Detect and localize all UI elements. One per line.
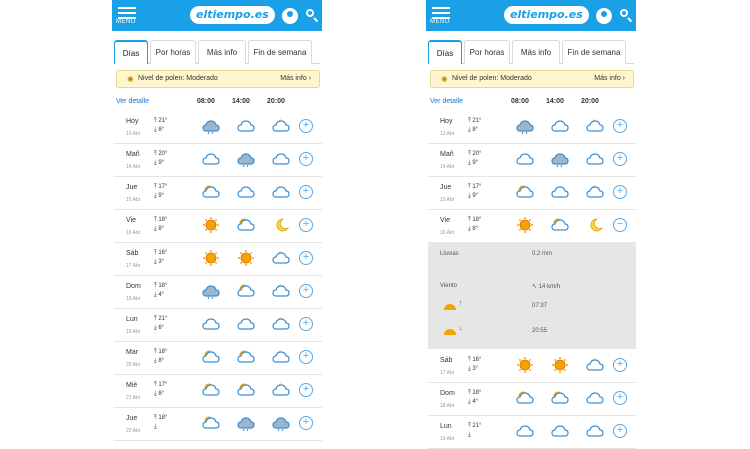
max-temp-arrow-icon: ⤒ [468, 184, 471, 190]
min-temp [154, 292, 164, 299]
pollen-more-link[interactable]: Más info › [594, 75, 625, 82]
cloud-icon [202, 151, 220, 167]
tab-mas-info[interactable]: Más info [512, 40, 560, 64]
min-temp [468, 160, 478, 167]
phone-screen-right [426, 0, 636, 442]
forecast-row[interactable] [114, 177, 322, 210]
min-temp-value: 9° [472, 193, 479, 199]
top-bar [426, 0, 636, 31]
forecast-row[interactable] [428, 350, 636, 383]
day-name: Dom [440, 390, 455, 397]
max-temp-arrow-icon: ⤒ [154, 349, 157, 355]
max-temp [154, 349, 167, 356]
max-temp-value: 18° [472, 217, 482, 223]
max-temp-arrow-icon: ⤒ [154, 283, 157, 289]
forecast-row[interactable] [114, 342, 322, 375]
expand-icon[interactable]: + [613, 185, 627, 199]
pollen-banner[interactable] [116, 70, 320, 88]
cloud-rain-icon [237, 151, 255, 167]
day-name: Mié [126, 382, 138, 389]
day-name: Jue [126, 415, 138, 422]
max-temp-value: 20° [472, 151, 482, 157]
moon-icon [272, 217, 290, 233]
cloud-rain-icon [272, 415, 290, 431]
brand-logo[interactable]: eltiempo.es [504, 6, 589, 24]
pollen-text: Nivel de polen: Moderado [138, 75, 218, 82]
tab-mas-info[interactable]: Más info [198, 40, 246, 64]
expand-icon[interactable]: + [299, 284, 313, 298]
max-temp-value: 18° [158, 283, 168, 289]
day-date: 21 Abr [126, 395, 141, 401]
sun-cloud-icon [202, 184, 220, 200]
max-temp [468, 390, 481, 397]
cloud-rain-icon [202, 283, 220, 299]
max-temp-value: 16° [158, 250, 168, 256]
cloud-rain-icon [551, 151, 569, 167]
min-temp-arrow-icon: ⤓ [154, 127, 157, 133]
cloud-icon [237, 118, 255, 134]
sun-icon [516, 217, 534, 233]
forecast-row[interactable] [114, 243, 322, 276]
max-temp [468, 217, 481, 224]
cloud-icon [516, 423, 534, 439]
ver-detalle-link[interactable]: Ver detalle [116, 98, 150, 105]
min-temp-value: 4° [472, 399, 479, 405]
max-temp-value: 17° [158, 184, 168, 190]
menu-icon-bar [118, 12, 136, 14]
max-temp-arrow-icon: ⤒ [468, 390, 471, 396]
day-name: Dom [126, 283, 141, 290]
min-temp-value: 9° [472, 160, 479, 166]
min-temp-arrow-icon: ⤓ [468, 127, 471, 133]
sun-cloud-icon [551, 390, 569, 406]
sun-icon [516, 357, 534, 373]
moon-icon [586, 217, 604, 233]
max-temp-value: 20° [158, 151, 168, 157]
top-bar [112, 0, 322, 31]
expand-icon[interactable]: + [613, 152, 627, 166]
sun-icon [237, 250, 255, 266]
day-name: Vie [126, 217, 136, 224]
day-date: 16 Abr [126, 230, 141, 236]
forecast-row[interactable] [114, 210, 322, 243]
cloud-icon [586, 423, 604, 439]
forecast-header [430, 96, 636, 110]
day-date: 13 Abr [440, 131, 455, 137]
max-temp [154, 415, 167, 422]
menu-icon [118, 7, 136, 9]
expand-icon[interactable]: + [299, 185, 313, 199]
min-temp-value: 8° [158, 358, 165, 364]
min-temp [468, 193, 478, 200]
max-temp-arrow-icon: ⤒ [154, 118, 157, 124]
max-temp-arrow-icon: ⤒ [154, 316, 157, 322]
tab-por-horas[interactable]: Por horas [150, 40, 196, 64]
wind-value: ↖ 14 km/h [532, 284, 561, 290]
max-temp-value: 21° [158, 118, 168, 124]
min-temp [154, 226, 164, 233]
min-temp-arrow-icon: ⤓ [468, 226, 471, 232]
collapse-icon[interactable]: − [613, 218, 627, 232]
cloud-moon-icon [272, 382, 290, 398]
sun-cloud-icon [202, 415, 220, 431]
sunset-icon [442, 324, 458, 338]
expand-icon[interactable]: + [299, 317, 313, 331]
min-temp-arrow-icon: ⤓ [154, 226, 157, 232]
cloud-rain-icon [202, 118, 220, 134]
max-temp [154, 316, 167, 323]
min-temp-value: 4° [158, 292, 165, 298]
max-temp [468, 357, 481, 364]
max-temp-value: 21° [472, 118, 482, 124]
sun-cloud-icon [202, 382, 220, 398]
sun-icon [551, 357, 569, 373]
cloud-icon [551, 184, 569, 200]
day-date: 16 Abr [440, 230, 455, 236]
max-temp-arrow-icon: ⤒ [154, 151, 157, 157]
cloud-icon [237, 184, 255, 200]
day-name: Hoy [126, 118, 139, 125]
min-temp-value: 8° [158, 127, 165, 133]
max-temp-arrow-icon: ⤒ [468, 118, 471, 124]
expand-icon[interactable]: + [613, 358, 627, 372]
max-temp-value: 21° [472, 423, 482, 429]
max-temp [154, 151, 167, 158]
tab-bar [428, 40, 634, 64]
forecast-row[interactable] [114, 408, 322, 441]
day-date: 13 Abr [126, 131, 141, 137]
sun-cloud-icon [237, 349, 255, 365]
forecast-row[interactable] [428, 144, 636, 177]
rain-label: Lluvias [440, 251, 459, 257]
sun-cloud-icon [237, 217, 255, 233]
max-temp-arrow-icon: ⤒ [154, 250, 157, 256]
cloud-icon [272, 151, 290, 167]
sun-icon [202, 217, 220, 233]
cloud-icon [202, 316, 220, 332]
max-temp-value: 17° [472, 184, 482, 190]
day-name: Sáb [440, 357, 453, 364]
cloud-icon [551, 423, 569, 439]
sun-icon [202, 250, 220, 266]
min-temp [154, 193, 164, 200]
pollen-icon: ✺ [441, 75, 448, 84]
moon-cloud-icon [272, 250, 290, 266]
max-temp [468, 118, 481, 125]
min-temp-arrow-icon: ⤓ [154, 193, 157, 199]
pollen-more-link[interactable]: Más info › [280, 75, 311, 82]
min-temp [154, 160, 164, 167]
min-temp-arrow-icon: ⤓ [154, 391, 157, 397]
min-temp-value: 8° [472, 226, 479, 232]
expand-icon[interactable]: + [299, 416, 313, 430]
min-temp-arrow-icon: ⤓ [154, 358, 157, 364]
min-temp-arrow-icon: ⤓ [154, 325, 157, 331]
forecast-row[interactable] [114, 276, 322, 309]
search-icon[interactable] [619, 8, 633, 22]
ver-detalle-link[interactable]: Ver detalle [430, 98, 464, 105]
min-temp-value: 8° [472, 127, 479, 133]
user-icon[interactable] [282, 8, 298, 24]
day-date: 15 Abr [440, 197, 455, 203]
expand-icon[interactable]: + [299, 119, 313, 133]
sunrise-time: 07:37 [532, 303, 548, 309]
min-temp [154, 391, 164, 398]
sun-cloud-icon [516, 184, 534, 200]
forecast-row[interactable] [428, 383, 636, 416]
min-temp-value: 8° [158, 226, 165, 232]
pollen-icon: ✺ [127, 75, 134, 84]
expand-icon[interactable]: + [299, 218, 313, 232]
tab-bar [114, 40, 320, 64]
max-temp-value: 17° [158, 382, 168, 388]
pollen-banner[interactable] [430, 70, 634, 88]
cloud-rain-icon [237, 415, 255, 431]
hour-column-label: 14:00 [232, 98, 250, 105]
min-temp [154, 325, 164, 332]
min-temp [154, 358, 164, 365]
max-temp [154, 217, 167, 224]
moon-cloud-icon [272, 316, 290, 332]
min-temp-value: 8° [158, 391, 165, 397]
min-temp [154, 259, 164, 266]
sun-cloud-icon [516, 390, 534, 406]
day-name: Mañ [440, 151, 454, 158]
cloud-moon-icon [586, 118, 604, 134]
forecast-row[interactable] [428, 177, 636, 210]
expand-icon[interactable]: + [299, 251, 313, 265]
min-temp [154, 424, 157, 431]
day-date: 22 Abr [126, 428, 141, 434]
day-date: 18 Abr [126, 296, 141, 302]
forecast-row[interactable] [114, 309, 322, 342]
pollen-text: Nivel de polen: Moderado [452, 75, 532, 82]
min-temp-arrow-icon: ⤓ [468, 399, 471, 405]
tab-por-horas[interactable]: Por horas [464, 40, 510, 64]
rain-value: 0.2 mm [532, 251, 553, 257]
expand-icon[interactable]: + [613, 424, 627, 438]
day-date: 18 Abr [440, 403, 455, 409]
day-date: 19 Abr [126, 329, 141, 335]
hour-column-label: 20:00 [581, 98, 599, 105]
day-name: Jue [126, 184, 138, 191]
cloud-moon-icon [272, 118, 290, 134]
menu-icon-bar [432, 12, 450, 14]
day-name: Mañ [126, 151, 140, 158]
expand-icon[interactable]: + [299, 152, 313, 166]
cloud-moon-icon [586, 184, 604, 200]
cloud-icon [272, 184, 290, 200]
min-temp-value: 9° [158, 193, 165, 199]
max-temp-arrow-icon: ⤒ [468, 151, 471, 157]
menu-icon [432, 7, 450, 9]
max-temp [154, 184, 167, 191]
sunrise-arrow: ↑ [459, 300, 463, 307]
max-temp-arrow-icon: ⤒ [468, 423, 471, 429]
cloud-icon [586, 390, 604, 406]
cloud-icon [516, 151, 534, 167]
max-temp-arrow-icon: ⤒ [154, 184, 157, 190]
min-temp [154, 127, 164, 134]
max-temp-value: 18° [158, 415, 168, 421]
min-temp-arrow-icon: ⤓ [154, 292, 157, 298]
min-temp-arrow-icon: ⤓ [468, 366, 471, 372]
max-temp [468, 151, 481, 158]
cloud-moon-icon [272, 283, 290, 299]
sunset-time: 20:55 [532, 328, 548, 334]
day-date: 19 Abr [440, 436, 455, 442]
day-date: 14 Abr [440, 164, 455, 170]
max-temp [154, 118, 167, 125]
cloud-icon [551, 118, 569, 134]
forecast-row[interactable] [428, 111, 636, 144]
day-date: 15 Abr [126, 197, 141, 203]
user-icon[interactable] [596, 8, 612, 24]
max-temp-value: 21° [158, 316, 168, 322]
max-temp [468, 184, 481, 191]
day-name: Jue [440, 184, 452, 191]
tab-fin-de-semana[interactable]: Fin de semana [562, 40, 626, 64]
min-temp [468, 226, 478, 233]
tab-fin-de-semana[interactable]: Fin de semana [248, 40, 312, 64]
max-temp-value: 16° [472, 357, 482, 363]
tab-dias[interactable]: Días [114, 40, 148, 64]
min-temp [468, 432, 471, 439]
sunset-arrow: ↓ [459, 325, 463, 332]
day-name: Mar [126, 349, 139, 356]
min-temp [468, 399, 478, 406]
min-temp-arrow-icon: ⤓ [468, 160, 471, 166]
min-temp-arrow-icon: ⤓ [154, 424, 157, 430]
forecast-row[interactable] [114, 375, 322, 408]
day-name: Hoy [440, 118, 453, 125]
menu-label: MENU [430, 19, 450, 25]
max-temp-arrow-icon: ⤒ [468, 357, 471, 363]
max-temp-arrow-icon: ⤒ [154, 415, 157, 421]
sun-cloud-icon [551, 217, 569, 233]
min-temp-value: 3° [472, 366, 479, 372]
max-temp-value: 18° [158, 217, 168, 223]
cloud-moon-icon [272, 349, 290, 365]
max-temp-value: 18° [472, 390, 482, 396]
brand-logo[interactable]: eltiempo.es [190, 6, 275, 24]
day-name: Lun [126, 316, 138, 323]
forecast-row[interactable] [428, 210, 636, 243]
day-date: 14 Abr [126, 164, 141, 170]
max-temp-arrow-icon: ⤒ [154, 382, 157, 388]
min-temp-value: 6° [158, 325, 165, 331]
max-temp [154, 283, 167, 290]
cloud-rain-icon [516, 118, 534, 134]
forecast-row[interactable] [428, 416, 636, 449]
search-icon[interactable] [305, 8, 319, 22]
forecast-header [116, 96, 322, 110]
max-temp [154, 382, 167, 389]
min-temp-value: 3° [158, 259, 165, 265]
cloud-icon [586, 151, 604, 167]
expand-icon[interactable]: + [299, 350, 313, 364]
max-temp-value: 18° [158, 349, 168, 355]
menu-label: MENU [116, 19, 136, 25]
day-detail-panel [428, 243, 636, 349]
day-date: 17 Abr [126, 263, 141, 269]
tab-dias[interactable]: Días [428, 40, 462, 64]
forecast-row[interactable] [114, 144, 322, 177]
day-date: 20 Abr [126, 362, 141, 368]
sunrise-icon [442, 299, 458, 313]
min-temp [468, 127, 478, 134]
expand-icon[interactable]: + [613, 391, 627, 405]
forecast-row[interactable] [114, 111, 322, 144]
hour-column-label: 08:00 [511, 98, 529, 105]
day-date: 17 Abr [440, 370, 455, 376]
hour-column-label: 20:00 [267, 98, 285, 105]
max-temp-arrow-icon: ⤒ [468, 217, 471, 223]
expand-icon[interactable]: + [299, 383, 313, 397]
hour-column-label: 14:00 [546, 98, 564, 105]
sun-cloud-icon [202, 349, 220, 365]
sun-cloud-icon [237, 283, 255, 299]
max-temp [468, 423, 481, 430]
max-temp [154, 250, 167, 257]
day-name: Sáb [126, 250, 139, 257]
phone-screen-left [112, 0, 322, 434]
min-temp-arrow-icon: ⤓ [154, 160, 157, 166]
min-temp [468, 366, 478, 373]
moon-cloud-icon [586, 357, 604, 373]
min-temp-value: 9° [158, 160, 165, 166]
expand-icon[interactable]: + [613, 119, 627, 133]
day-name: Lun [440, 423, 452, 430]
day-name: Vie [440, 217, 450, 224]
cloud-icon [237, 316, 255, 332]
max-temp-arrow-icon: ⤒ [154, 217, 157, 223]
wind-label: Viento [440, 283, 457, 289]
hour-column-label: 08:00 [197, 98, 215, 105]
min-temp-arrow-icon: ⤓ [468, 193, 471, 199]
min-temp-arrow-icon: ⤓ [154, 259, 157, 265]
min-temp-arrow-icon: ⤓ [468, 432, 471, 438]
sun-cloud-icon [237, 382, 255, 398]
